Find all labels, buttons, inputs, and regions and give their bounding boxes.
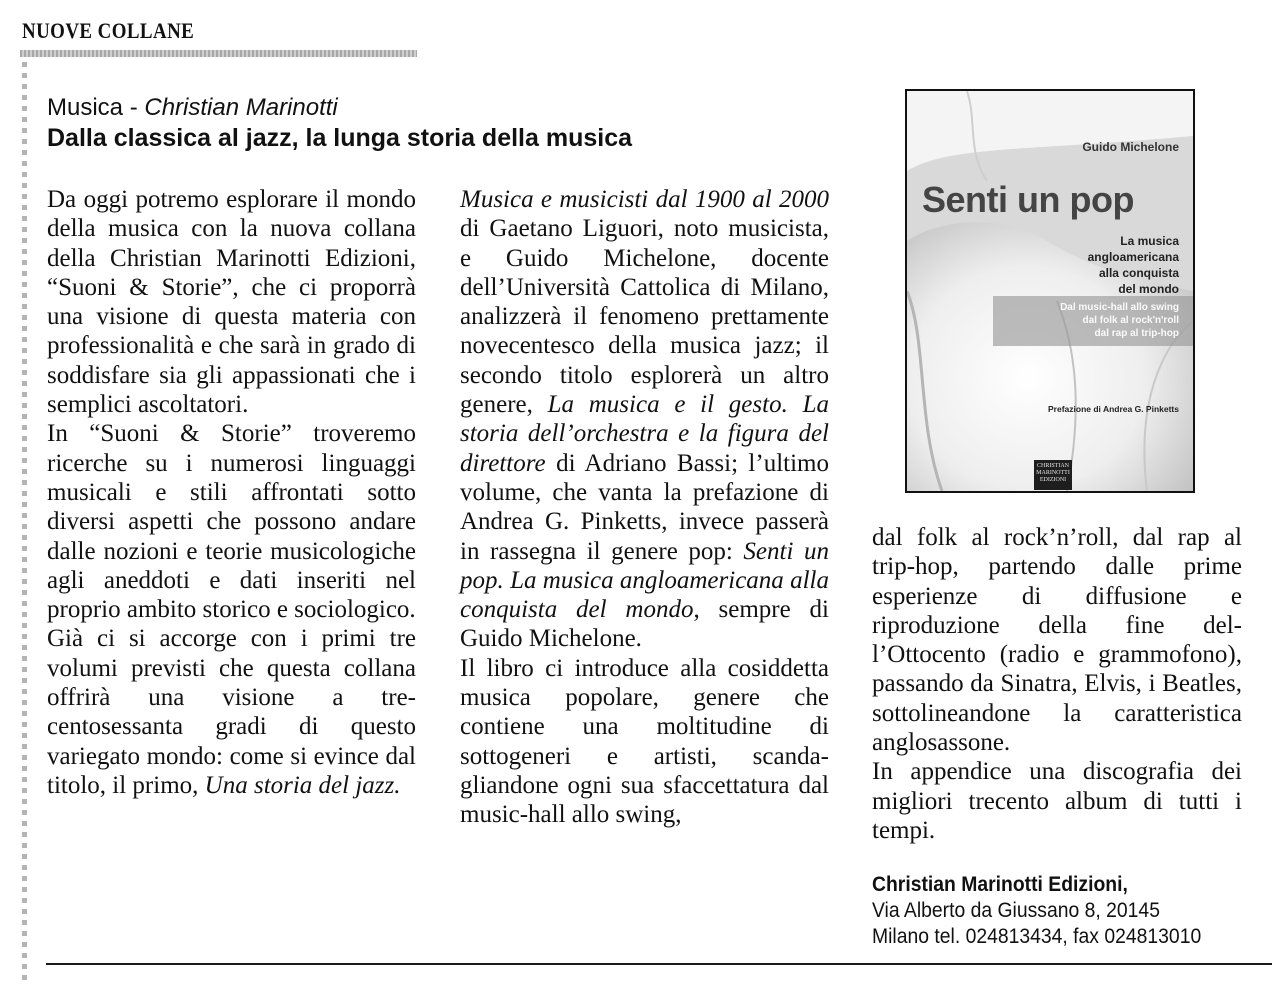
cover-title: Senti un pop (922, 179, 1134, 220)
article-kicker (47, 94, 338, 122)
cover-subtitle (1039, 233, 1179, 297)
cover-tagline (989, 301, 1179, 340)
publisher-logo-line: CHRISTIAN (1036, 463, 1069, 469)
publisher-logo-line: EDIZIONI (1039, 477, 1067, 483)
publisher-credit (872, 871, 1214, 949)
article-headline: Dalla classica al jazz, la lunga storia della musica (47, 124, 632, 152)
paragraph-text: di Adriano Bassi; l’ultimo volume, che vanta la prefazione di Andrea G. Pinketts, invece passerà in rassegna il genere pop: (460, 449, 829, 565)
publisher-logo-line: MARINOTTI (1036, 470, 1070, 476)
book-title: Una storia del jazz. (204, 771, 401, 799)
article-column-1 (47, 185, 416, 800)
book-title: Senti un pop. La musica angloamericana alla conquista del mondo (460, 537, 829, 624)
cover-tagline-line: dal rap al trip-hop (1094, 328, 1179, 339)
paragraph: In “Suoni & Storie” troveremo ricerche su i numerosi linguaggi musicali e stili affrontati sotto diversi aspetti che possono andare dalle nozioni e teorie musicologiche agli aneddoti e dati inseriti nel proprio ambito storico e sociologico. (47, 420, 416, 624)
margin-dotted-rule (22, 62, 27, 984)
publisher-logo (1034, 460, 1072, 490)
paragraph-text: , sempre di Guido Michelone. (460, 596, 829, 653)
book-cover (905, 89, 1195, 493)
paragraph (460, 185, 829, 654)
cover-tagline-line: Dal music-hall allo swing (1060, 302, 1179, 313)
article-publisher: Christian Marinotti (144, 94, 338, 121)
paragraph: dal folk al rock’n’roll, dal rap al trip-hop, partendo dalle prime esperienze di diffusione e riproduzione della fine dell’Ottocento (radio e grammofono), passando da Sinatra, Elvis, i Beatles, sottolineandone la caratteristica anglosassone. (872, 524, 1242, 757)
section-label: NUOVE COLLANE (22, 18, 195, 43)
paragraph-text: Già ci si accorge con i primi tre volumi previsti che questa collana offrirà una visione a trecentosessanta gradi di questo variegato mondo: come si evince dal titolo, il primo, (47, 625, 416, 799)
paragraph (47, 624, 416, 800)
paragraph-text: di Gaetano Liguori, noto musicista, e Guido Michelone, docente dell’Università Cattolica di Milano, analizzerà il fenomeno prettamente novecentesco della musica jazz; il secondo titolo esplorerà un altro genere, (460, 215, 829, 419)
cover-subtitle-line: angloamericana (1087, 250, 1179, 264)
book-title: Musica e musicisti dal 1900 al 2000 (460, 186, 829, 213)
credit-contacts: Milano tel. 024813434, fax 024813010 (872, 924, 1202, 948)
credit-publisher: Christian Marinotti Edizioni, (872, 872, 1128, 896)
paragraph: Da oggi potremo esplorare il mondo della musica con la nuova collana della Christian Marinotti Edizioni, “Suoni & Storie”, che ci proporrà una visione di questa materia con professionalità e che sarà in grado di soddisfare sia gli appassionati che i semplici ascoltatori. (47, 186, 416, 419)
credit-address: Via Alberto da Giussano 8, 20145 (872, 898, 1160, 922)
article-category: Musica - (47, 94, 145, 121)
paragraph: In appendice una discografia dei migliori trecento album di tutti i tempi. (872, 758, 1242, 844)
cover-subtitle-line: alla conquista (1098, 266, 1179, 280)
section-divider (20, 50, 417, 57)
paragraph: Il libro ci introduce alla cosiddetta musica popolare, genere che contiene una moltitudine di sottogeneri e artisti, scandagliandone ogni sua sfaccettatura dal music-hall allo swing, (460, 654, 829, 829)
bottom-rule (46, 963, 1272, 965)
article-column-3 (872, 523, 1242, 845)
cover-subtitle-line: La musica (1120, 234, 1179, 248)
cover-subtitle-line: del mondo (1118, 282, 1179, 296)
book-title: La musica e il gesto. La storia dell’orchestra e la figura del direttore (460, 391, 829, 477)
cover-preface: Prefazione di Andrea G. Pinketts (1048, 404, 1179, 414)
cover-author: Guido Michelone (1082, 140, 1179, 154)
cover-tagline-line: dal folk al rock'n'roll (1082, 315, 1179, 326)
article-column-2 (460, 185, 829, 830)
